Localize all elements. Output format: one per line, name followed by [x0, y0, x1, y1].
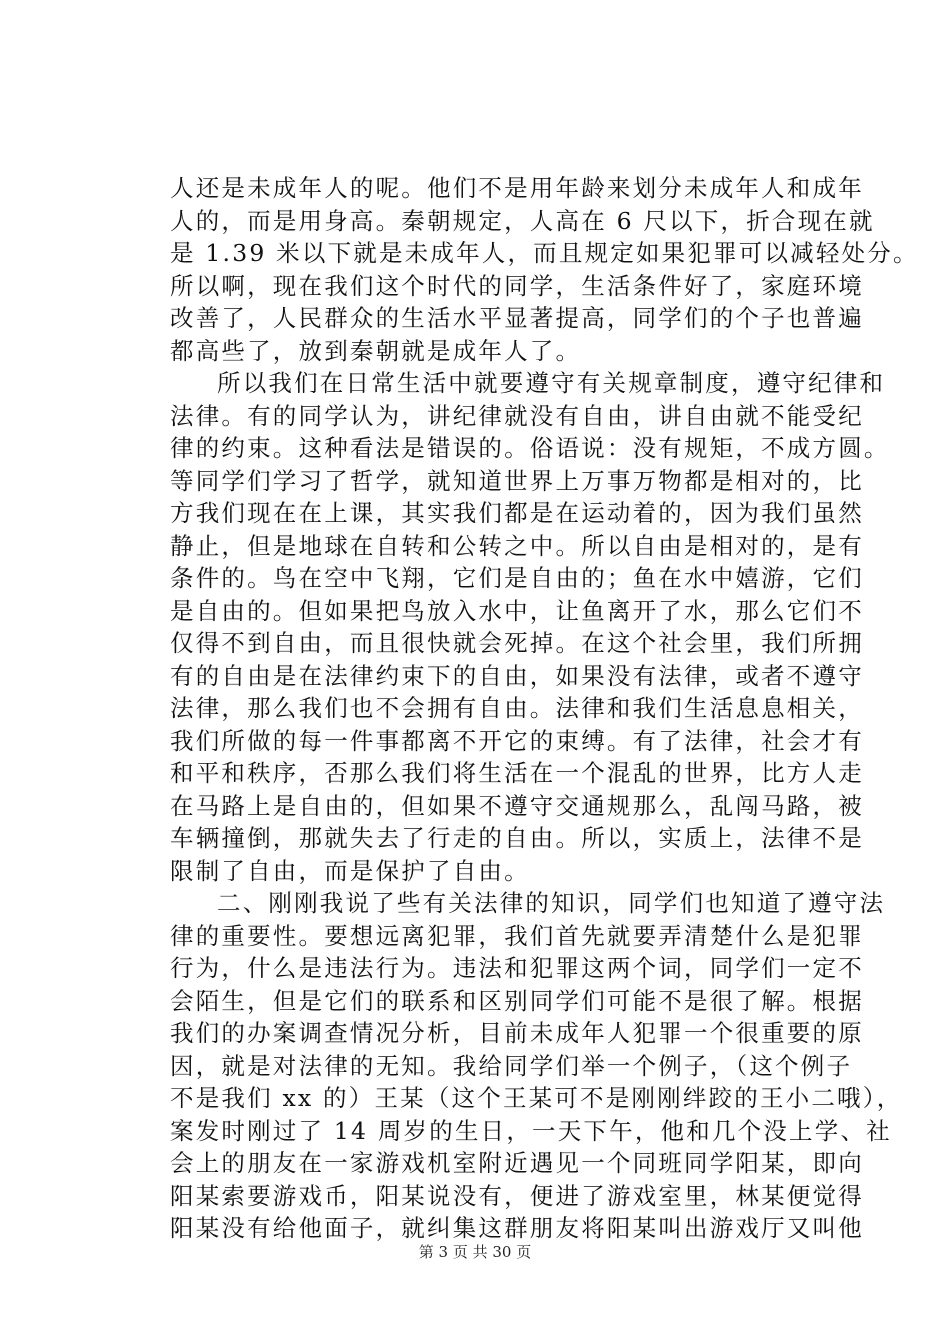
text-line: 人还是未成年人的呢。他们不是用年龄来划分未成年人和成年 — [170, 174, 864, 202]
text-line: 都高些了，放到秦朝就是成年人了。 — [170, 336, 582, 365]
text-line: 车辆撞倒，那就失去了行走的自由。所以，实质上，法律不是 — [170, 824, 864, 852]
text-line: 静止，但是地球在自转和公转之中。所以自由是相对的，是有 — [170, 531, 864, 560]
text-line: 限制了自由，而是保护了自由。 — [170, 856, 530, 885]
page-footer: 第 3 页 共 30 页 — [418, 1243, 532, 1261]
text-line: 是自由的。但如果把鸟放入水中，让鱼离开了水，那么它们不 — [170, 596, 864, 625]
text-line: 因，就是对法律的无知。我给同学们举一个例子，（这个例子 — [170, 1051, 853, 1080]
text-line: 我们的办案调查情况分析，目前未成年人犯罪一个很重要的原 — [170, 1019, 864, 1047]
text-line: 方我们现在在上课，其实我们都是在运动着的，因为我们虽然 — [170, 499, 864, 527]
paragraph-start-line: 所以我们在日常生活中就要遵守有关规章制度，遵守纪律和 — [217, 369, 886, 397]
text-line: 不是我们 xx 的）王某（这个王某可不是刚刚绊跤的王小二哦）， — [170, 1084, 903, 1112]
text-line: 会上的朋友在一家游戏机室附近遇见一个同班同学阳某，即向 — [170, 1149, 864, 1177]
text-line: 是 1.39 米以下就是未成年人，而且规定如果犯罪可以减轻处分。 — [170, 239, 919, 267]
text-line: 律的重要性。要想远离犯罪，我们首先就要弄清楚什么是犯罪 — [170, 921, 864, 950]
text-line: 案发时刚过了 14 周岁的生日，一天下午，他和几个没上学、社 — [170, 1116, 892, 1145]
text-line: 等同学们学习了哲学，就知道世界上万事万物都是相对的，比 — [170, 466, 864, 495]
text-line: 所以啊，现在我们这个时代的同学，生活条件好了，家庭环境 — [170, 271, 864, 300]
text-line: 有的自由是在法律约束下的自由，如果没有法律，或者不遵守 — [170, 661, 864, 690]
text-line: 条件的。鸟在空中飞翔，它们是自由的；鱼在水中嬉游，它们 — [170, 564, 864, 592]
text-line: 会陌生，但是它们的联系和区别同学们可能不是很了解。根据 — [170, 986, 864, 1015]
text-line: 我们所做的每一件事都离不开它的束缚。有了法律，社会才有 — [170, 726, 864, 755]
paragraph-start-line: 二、刚刚我说了些有关法律的知识，同学们也知道了遵守法 — [217, 889, 886, 917]
text-line: 改善了，人民群众的生活水平显著提高，同学们的个子也普遍 — [170, 304, 864, 332]
text-line: 阳某索要游戏币，阳某说没有，便进了游戏室里，林某便觉得 — [170, 1181, 864, 1210]
text-line: 法律，那么我们也不会拥有自由。法律和我们生活息息相关， — [170, 694, 864, 722]
text-line: 行为，什么是违法行为。违法和犯罪这两个词，同学们一定不 — [170, 954, 864, 982]
text-line: 法律。有的同学认为，讲纪律就没有自由，讲自由就不能受纪 — [170, 401, 864, 430]
text-line: 律的约束。这种看法是错误的。俗语说：没有规矩，不成方圆。 — [170, 434, 890, 462]
text-line: 仅得不到自由，而且很快就会死掉。在这个社会里，我们所拥 — [170, 629, 864, 657]
text-line: 和平和秩序，否那么我们将生活在一个混乱的世界，比方人走 — [170, 759, 864, 787]
text-line: 在马路上是自由的，但如果不遵守交通规那么，乱闯马路，被 — [170, 791, 864, 820]
text-line: 人的，而是用身高。秦朝规定，人高在 6 尺以下，折合现在就 — [170, 206, 875, 235]
body-text — [170, 172, 919, 1245]
text-line: 阳某没有给他面子，就纠集这群朋友将阳某叫出游戏厅又叫他 — [170, 1214, 864, 1242]
